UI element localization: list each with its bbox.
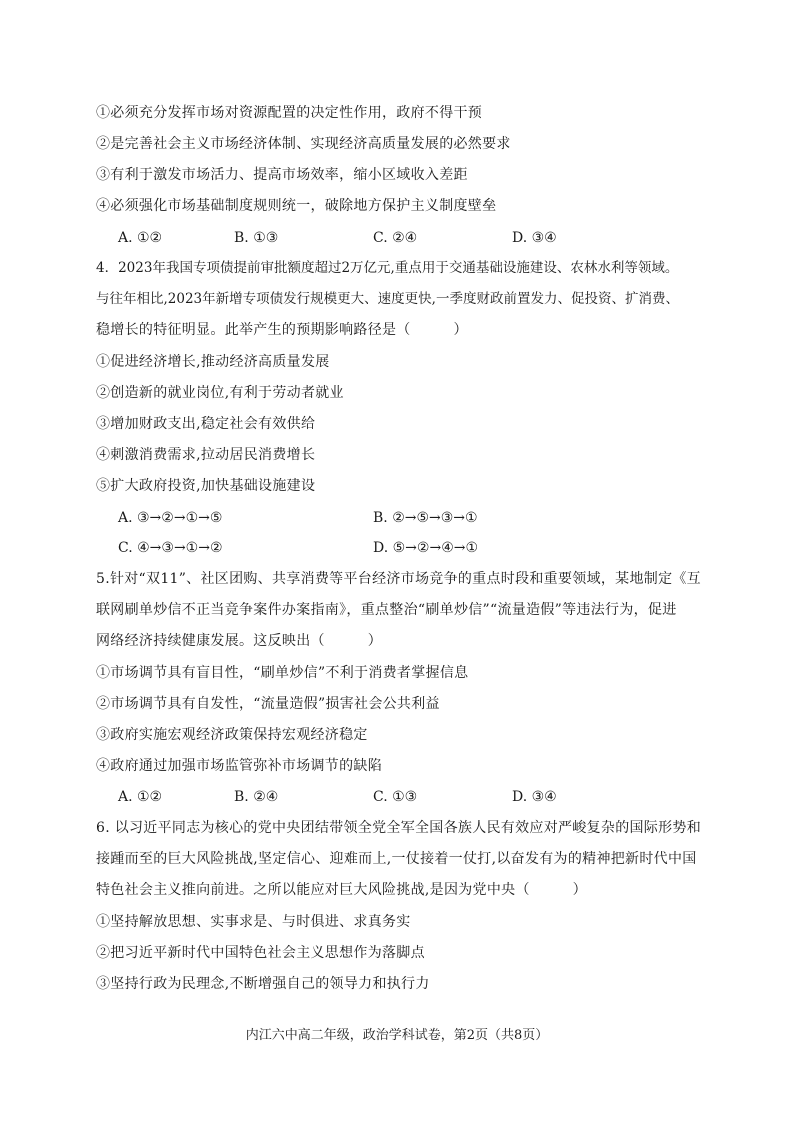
q5-stem-line-2: 联网刷单炒信不正当竞争案件办案指南》，重点整治“刷单炒信”“流量造假”等违法行为，促进 bbox=[96, 602, 677, 618]
q4-option-b: B. ②→⑤→③→① bbox=[373, 510, 478, 526]
q6-stem-line-1: 6. 以习近平同志为核心的党中央团结带领全党全军全国各族人民有效应对严峻复杂的国际形势和 bbox=[96, 820, 702, 836]
q3-option-a: A. ①② bbox=[118, 230, 163, 246]
q4-item-4: ④刺激消费需求,拉动居民消费增长 bbox=[96, 447, 316, 463]
q5-stem-line-3: 网络经济持续健康发展。这反映出（ ） bbox=[96, 633, 382, 649]
q5-stem-line-1: 5.针对“双11”、社区团购、共享消费等平台经济市场竞争的重点时段和重要领域，某地制定《互 bbox=[96, 571, 701, 587]
q5-option-d: D. ③④ bbox=[512, 789, 557, 805]
q6-stem-line-2: 接踵而至的巨大风险挑战,坚定信心、迎难而上,一仗接着一仗打,以奋发有为的精神把新时代中国 bbox=[96, 851, 697, 867]
q6-item-2: ②把习近平新时代中国特色社会主义思想作为落脚点 bbox=[96, 945, 425, 961]
q5-item-3: ③政府实施宏观经济政策保持宏观经济稳定 bbox=[96, 727, 368, 743]
q5-option-b: B. ②④ bbox=[234, 789, 279, 805]
q3-item-3: ③有利于激发市场活力、提高市场效率，缩小区域收入差距 bbox=[96, 167, 468, 183]
q4-stem-line-2: 与往年相比,2023年新增专项债发行规模更大、速度更快,一季度财政前置发力、促投资、扩消费、 bbox=[96, 291, 679, 307]
q4-option-a: A. ③→②→①→⑤ bbox=[118, 510, 223, 526]
q3-option-d: D. ③④ bbox=[512, 230, 557, 246]
q4-stem-line-3: 稳增长的特征明显。此举产生的预期影响路径是（ ） bbox=[96, 322, 468, 338]
q3-option-b: B. ①③ bbox=[234, 230, 279, 246]
q3-item-2: ②是完善社会主义市场经济体制、实现经济高质量发展的必然要求 bbox=[96, 136, 511, 152]
q3-item-4: ④必须强化市场基础制度规则统一，破除地方保护主义制度壁垒 bbox=[96, 198, 497, 214]
q5-item-4: ④政府通过加强市场监管弥补市场调节的缺陷 bbox=[96, 758, 382, 774]
q6-item-3: ③坚持行政为民理念,不断增强自己的领导力和执行力 bbox=[96, 976, 430, 992]
q5-item-1: ①市场调节具有盲目性，“刷单炒信”不利于消费者掌握信息 bbox=[96, 665, 469, 681]
q6-stem-line-3: 特色社会主义推向前进。之所以能应对巨大风险挑战,是因为党中央（ ） bbox=[96, 882, 587, 898]
q4-stem-line-1: 4．2023年我国专项债提前审批额度超过2万亿元,重点用于交通基础设施建设、农林水利等领域。 bbox=[96, 260, 679, 276]
q4-item-5: ⑤扩大政府投资,加快基础设施建设 bbox=[96, 478, 316, 494]
page-footer: 内江六中高二年级，政治学科试卷，第2页（共8页） bbox=[245, 1028, 549, 1043]
q4-option-d: D. ⑤→②→④→① bbox=[373, 540, 479, 556]
q6-item-1: ①坚持解放思想、实事求是、与时俱进、求真务实 bbox=[96, 914, 411, 930]
q4-item-1: ①促进经济增长,推动经济高质量发展 bbox=[96, 354, 330, 370]
q4-item-3: ③增加财政支出,稳定社会有效供给 bbox=[96, 416, 316, 432]
q3-option-c: C. ②④ bbox=[373, 230, 418, 246]
q4-option-c: C. ④→③→①→② bbox=[118, 540, 223, 556]
q5-option-c: C. ①③ bbox=[373, 789, 418, 805]
q4-item-2: ②创造新的就业岗位,有利于劳动者就业 bbox=[96, 385, 344, 401]
q3-item-1: ①必须充分发挥市场对资源配置的决定性作用，政府不得干预 bbox=[96, 105, 483, 121]
q5-option-a: A. ①② bbox=[118, 789, 163, 805]
q5-item-2: ②市场调节具有自发性，“流量造假”损害社会公共利益 bbox=[96, 696, 440, 712]
